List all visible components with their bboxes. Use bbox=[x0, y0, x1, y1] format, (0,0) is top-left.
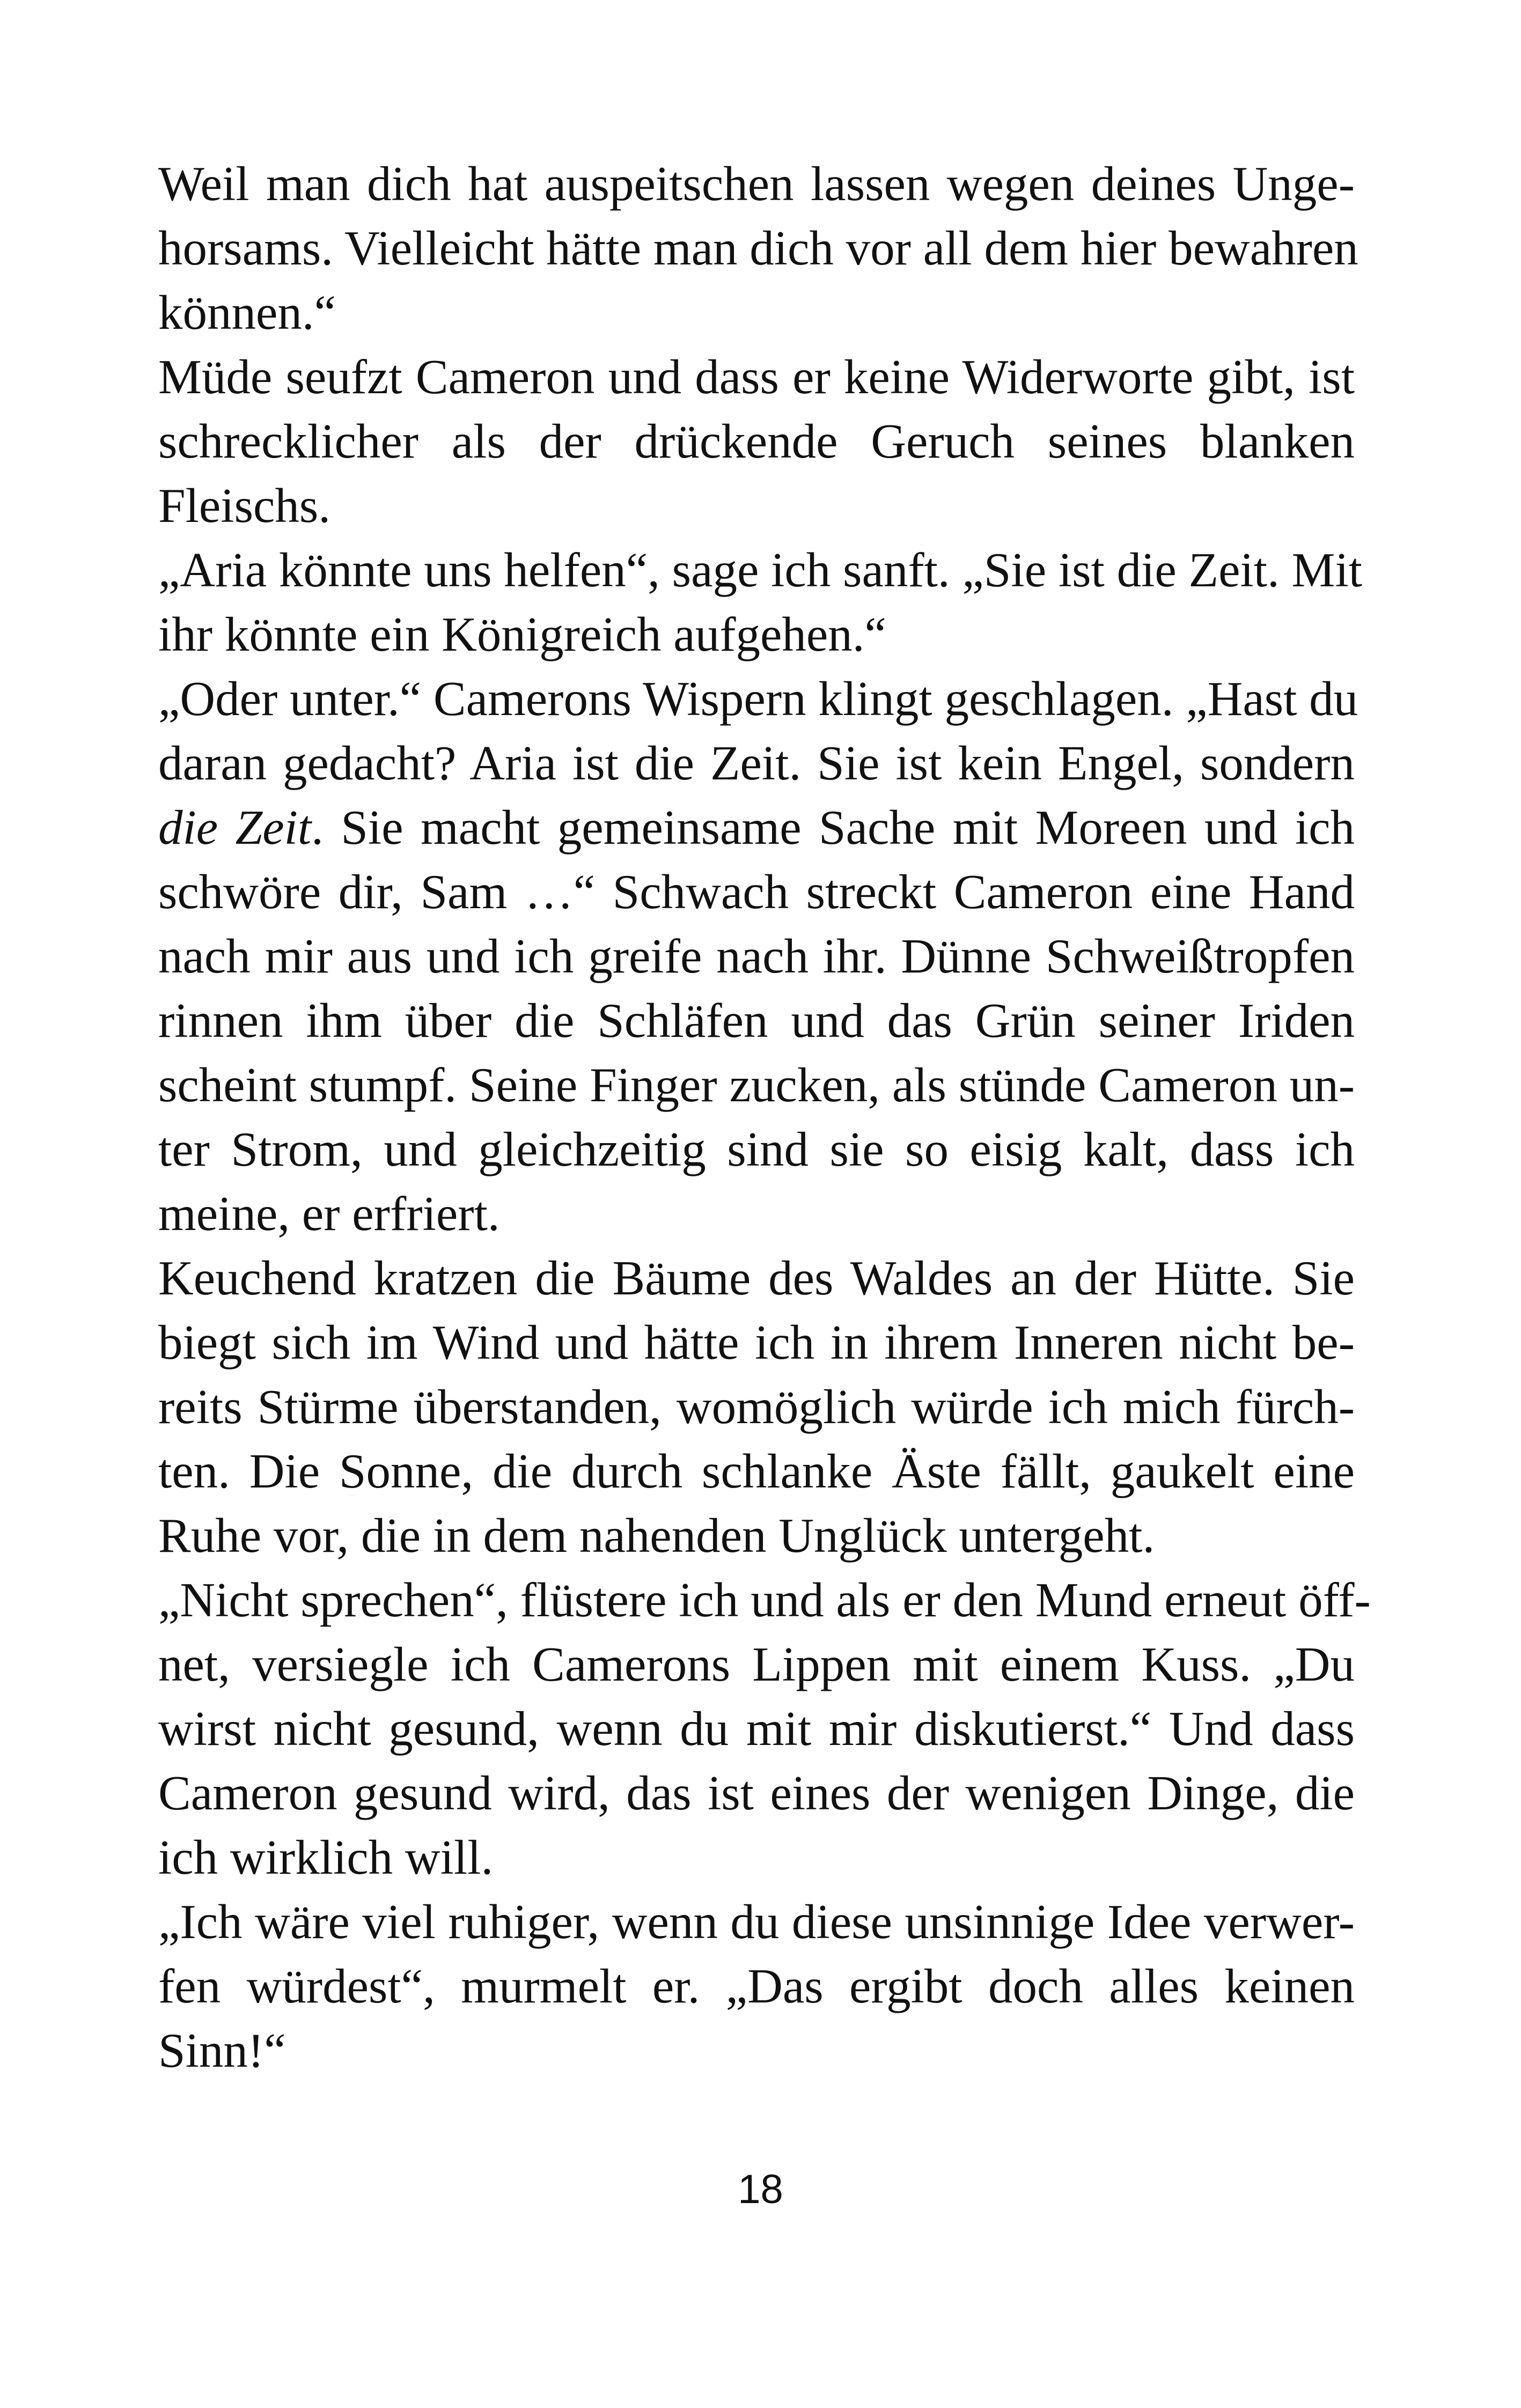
text-line: Fleischs. bbox=[158, 478, 331, 533]
text-line: Cameron gesund wird, das ist eines der wenigen Dinge, die bbox=[158, 1766, 1355, 1820]
text-line: „Ich wäre viel ruhiger, wenn du diese unsinnige Idee verwer- bbox=[158, 1895, 1355, 1949]
text-line: nach mir aus und ich greife nach ihr. Dünne Schweißtropfen bbox=[158, 929, 1355, 983]
text-line: Ruhe vor, die in dem nahenden Unglück untergeht. bbox=[158, 1508, 1155, 1563]
text-line bbox=[158, 796, 1355, 860]
italic-phrase: die Zeit bbox=[158, 800, 312, 855]
text-line: „Oder unter.“ Camerons Wispern klingt geschlagen. „Hast du bbox=[158, 672, 1358, 726]
text-line: reits Stürme überstanden, womöglich würde ich mich fürch- bbox=[158, 1380, 1355, 1434]
text-line: wirst nicht gesund, wenn du mit mir diskutierst.“ Und dass bbox=[158, 1702, 1355, 1756]
text-line: „Nicht sprechen“, flüstere ich und als er den Mund erneut öff- bbox=[158, 1573, 1371, 1627]
text-line: biegt sich im Wind und hätte ich in ihrem Inneren nicht be- bbox=[158, 1315, 1355, 1369]
text-line: Sinn!“ bbox=[158, 2023, 286, 2078]
text-line: ich wirklich will. bbox=[158, 1830, 494, 1884]
text-line: net, versiegle ich Camerons Lippen mit einem Kuss. „Du bbox=[158, 1637, 1355, 1691]
page-number: 18 bbox=[738, 2167, 783, 2212]
body-text bbox=[158, 152, 1371, 2083]
text-line: schrecklicher als der drückende Geruch seines blanken bbox=[158, 414, 1355, 468]
text-line: Weil man dich hat auspeitschen lassen wegen deines Unge- bbox=[158, 157, 1355, 211]
text-line: horsams. Vielleicht hätte man dich vor all dem hier bewahren bbox=[158, 221, 1358, 275]
line-rest: . Sie macht gemeinsame Sache mit Moreen und ich bbox=[311, 800, 1355, 855]
text-line: schwöre dir, Sam …“ Schwach streckt Cameron eine Hand bbox=[158, 865, 1355, 919]
text-line: können.“ bbox=[158, 285, 336, 340]
text-line: scheint stumpf. Seine Finger zucken, als stünde Cameron un- bbox=[158, 1058, 1355, 1112]
text-line: „Aria könnte uns helfen“, sage ich sanft. „Sie ist die Zeit. Mit bbox=[158, 543, 1363, 597]
text-line: fen würdest“, murmelt er. „Das ergibt doch alles keinen bbox=[158, 1959, 1355, 2013]
text-line: meine, er erfriert. bbox=[158, 1187, 500, 1241]
text-line: Müde seufzt Cameron und dass er keine Widerworte gibt, ist bbox=[158, 350, 1355, 404]
text-line: ter Strom, und gleichzeitig sind sie so eisig kalt, dass ich bbox=[158, 1122, 1355, 1176]
text-line: ten. Die Sonne, die durch schlanke Äste fällt, gaukelt eine bbox=[158, 1444, 1355, 1498]
text-line: Keuchend kratzen die Bäume des Waldes an der Hütte. Sie bbox=[158, 1251, 1355, 1305]
text-line: rinnen ihm über die Schläfen und das Grün seiner Iriden bbox=[158, 993, 1355, 1048]
text-line: ihr könnte ein Königreich aufgehen.“ bbox=[158, 607, 886, 661]
text-line: daran gedacht? Aria ist die Zeit. Sie ist kein Engel, sondern bbox=[158, 736, 1355, 790]
